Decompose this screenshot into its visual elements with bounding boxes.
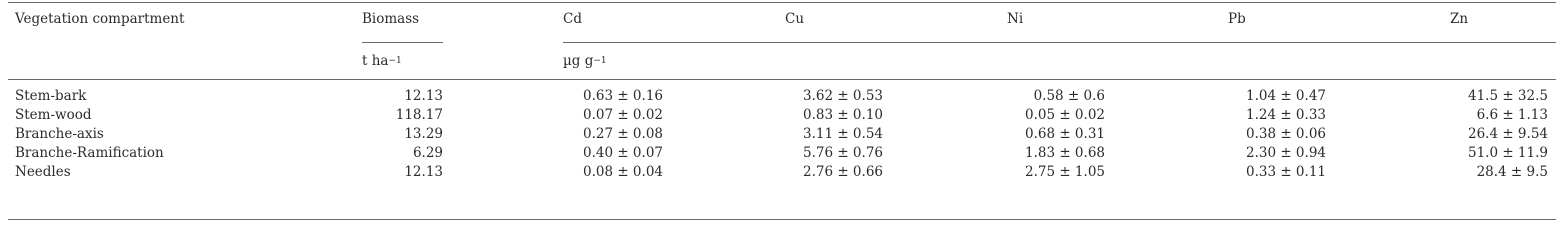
metals-unit-base: µg g [563,53,594,69]
row-label: Branche-Ramification [15,145,164,161]
cell-zn: 51.0 ± 11.9 [1467,145,1548,161]
metals-unit [563,53,607,72]
cell-ni: 1.83 ± 0.68 [1024,145,1105,161]
top-rule [8,2,1556,3]
cell-cd: 0.27 ± 0.08 [582,126,663,142]
row-label-header: Vegetation compartment [15,11,185,27]
column-header-biomass: Biomass [362,11,420,27]
cell-zn: 26.4 ± 9.54 [1467,126,1548,142]
biomass-unit [362,53,402,72]
header-bottom-rule [8,79,1556,80]
column-header-cu: Cu [785,11,805,27]
biomass-underline [362,42,443,43]
column-header-ni: Ni [1007,11,1024,27]
cell-zn: 41.5 ± 32.5 [1467,88,1548,104]
cell-pb: 0.38 ± 0.06 [1245,126,1326,142]
cell-ni: 0.58 ± 0.6 [1033,88,1105,104]
cell-cd: 0.08 ± 0.04 [582,164,663,180]
row-label: Stem-bark [15,88,87,104]
cell-cu: 0.83 ± 0.10 [802,107,883,123]
cell-pb: 1.04 ± 0.47 [1245,88,1326,104]
metals-underline [563,42,1556,43]
cell-ni: 0.68 ± 0.31 [1024,126,1105,142]
cell-cu: 5.76 ± 0.76 [802,145,883,161]
cell-pb: 0.33 ± 0.11 [1245,164,1326,180]
cell-cd: 0.63 ± 0.16 [582,88,663,104]
cell-cu: 2.76 ± 0.66 [802,164,883,180]
metals-unit-exponent: −1 [593,56,607,66]
row-label: Stem-wood [15,107,92,123]
cell-ni: 0.05 ± 0.02 [1024,107,1105,123]
cell-zn: 28.4 ± 9.5 [1476,164,1548,180]
row-label: Branche-axis [15,126,104,142]
cell-cd: 0.40 ± 0.07 [582,145,663,161]
column-header-cd: Cd [563,11,582,27]
cell-biomass: 12.13 [404,164,443,180]
cell-biomass: 13.29 [404,126,443,142]
column-header-zn: Zn [1450,11,1469,27]
cell-biomass: 118.17 [395,107,443,123]
biomass-unit-exponent: −1 [388,56,402,66]
cell-biomass: 12.13 [404,88,443,104]
cell-pb: 2.30 ± 0.94 [1245,145,1326,161]
biomass-unit-base: t ha [362,53,389,69]
cell-cu: 3.11 ± 0.54 [802,126,883,142]
cell-pb: 1.24 ± 0.33 [1245,107,1326,123]
cell-cd: 0.07 ± 0.02 [582,107,663,123]
cell-ni: 2.75 ± 1.05 [1024,164,1105,180]
cell-cu: 3.62 ± 0.53 [802,88,883,104]
column-header-pb: Pb [1228,11,1246,27]
bottom-rule [8,219,1556,220]
row-label: Needles [15,164,71,180]
cell-zn: 6.6 ± 1.13 [1476,107,1548,123]
cell-biomass: 6.29 [412,145,443,161]
